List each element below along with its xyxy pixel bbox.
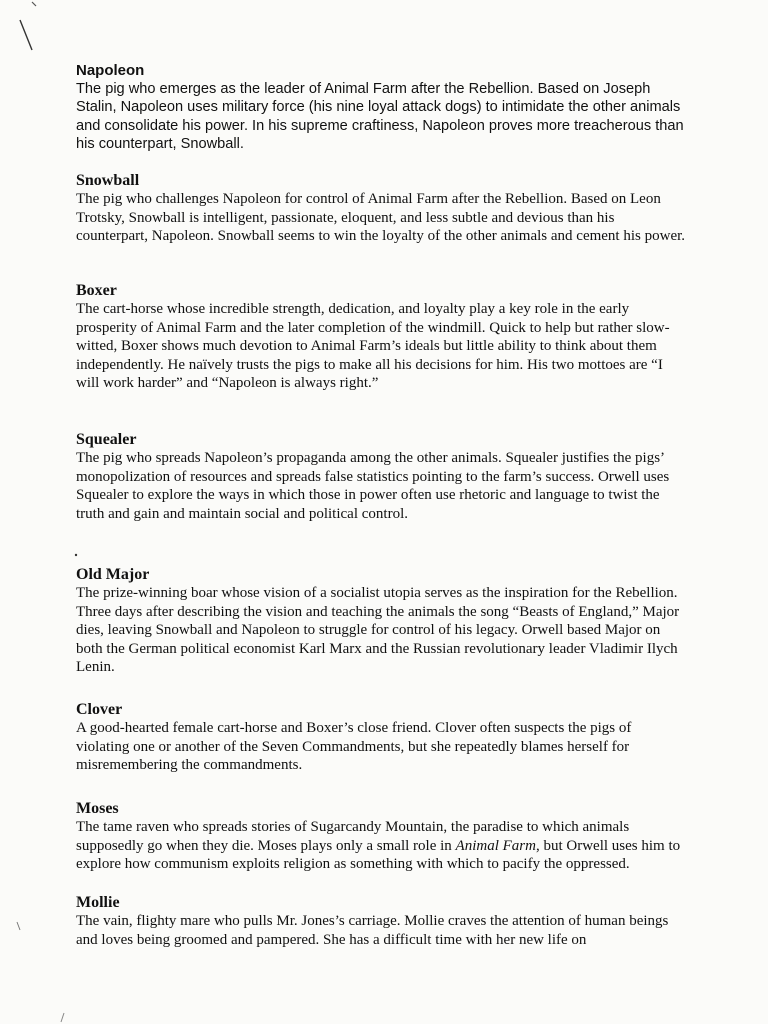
character-mollie bbox=[76, 894, 688, 949]
character-description: The pig who emerges as the leader of Animal Farm after the Rebellion. Based on Joseph Stalin, Napoleon uses military force (his nine loyal attack dogs) to intimidate the other animals and consolidate his power. In his supreme craftiness, Napoleon proves more treacherous than his counterpart, Snowball. bbox=[76, 81, 684, 153]
scan-mark-top-left bbox=[12, 0, 52, 60]
book-title: Animal Farm bbox=[455, 837, 536, 854]
character-description: The prize-winning boar whose vision of a socialist utopia serves as the inspiration for the Rebellion. Three days after describing the vision and teaching the animals the song “Beasts of England,” Major dies, leaving Snowball and Napoleon to struggle for control of his legacy. Orwell based Major on both the German political economist Karl Marx and the Russian revolutionary leader Vladimir Ilych Lenin. bbox=[76, 585, 680, 676]
character-snowball bbox=[76, 172, 688, 246]
character-description: The vain, flighty mare who pulls Mr. Jones’s carriage. Mollie craves the attention of human beings and loves being groomed and pampered. She has a difficult time with her new life on bbox=[76, 913, 669, 948]
character-description: The pig who challenges Napoleon for control of Animal Farm after the Rebellion. Based on Leon Trotsky, Snowball is intelligent, passionate, eloquent, and less subtle and devious than his counterpart, Napoleon. Snowball seems to win the loyalty of the other animals and cement his power. bbox=[76, 191, 686, 245]
character-name: Mollie bbox=[76, 894, 120, 911]
character-description: A good-hearted female cart-horse and Boxer’s close friend. Clover often suspects the pigs of violating one or another of the Seven Commandments, but she repeatedly blames herself for misremembering the commandments. bbox=[76, 720, 632, 774]
character-name: Clover bbox=[76, 701, 123, 718]
character-name: Snowball bbox=[76, 172, 140, 189]
character-name: Napoleon bbox=[76, 62, 145, 79]
character-description: The cart-horse whose incredible strength, dedication, and loyalty play a key role in the early prosperity of Animal Farm and the later completion of the windmill. Quick to help but rather slow-witted, Boxer shows much devotion to Animal Farm’s ideals but little ability to think about them independently. He naïvely trusts the pigs to make all his decisions for him. His two mottoes are “I will work harder” and “Napoleon is always right.” bbox=[76, 301, 670, 392]
character-clover bbox=[76, 701, 688, 775]
character-name: Old Major bbox=[76, 566, 150, 583]
character-name: Squealer bbox=[76, 431, 137, 448]
scan-mark-bottom bbox=[58, 1012, 68, 1024]
character-description: The pig who spreads Napoleon’s propaganda among the other animals. Squealer justifies the pigs’ monopolization of resources and spreads false statistics pointing to the farm’s success. Orwell uses Squealer to explore the ways in which those in power often use rhetoric and language to twist the truth and gain and maintain social and political control. bbox=[76, 450, 670, 522]
character-moses bbox=[76, 800, 688, 874]
character-napoleon bbox=[76, 62, 688, 154]
scan-mark-left-edge bbox=[14, 920, 24, 934]
stray-dot bbox=[74, 553, 78, 557]
character-boxer bbox=[76, 282, 688, 393]
description-text: The tame raven who spreads stories of Sugarcandy Mountain, the paradise to which animals supposedly go when they die. Moses plays only a small role in bbox=[76, 819, 630, 854]
character-name: Boxer bbox=[76, 282, 117, 299]
description-text-end: , but Orwell uses him to explore how communism exploits religion as something with which to pacify the oppressed. bbox=[76, 837, 681, 873]
character-old-major bbox=[76, 566, 688, 677]
character-description bbox=[76, 818, 688, 874]
character-name: Moses bbox=[76, 800, 119, 817]
character-squealer bbox=[76, 431, 688, 523]
